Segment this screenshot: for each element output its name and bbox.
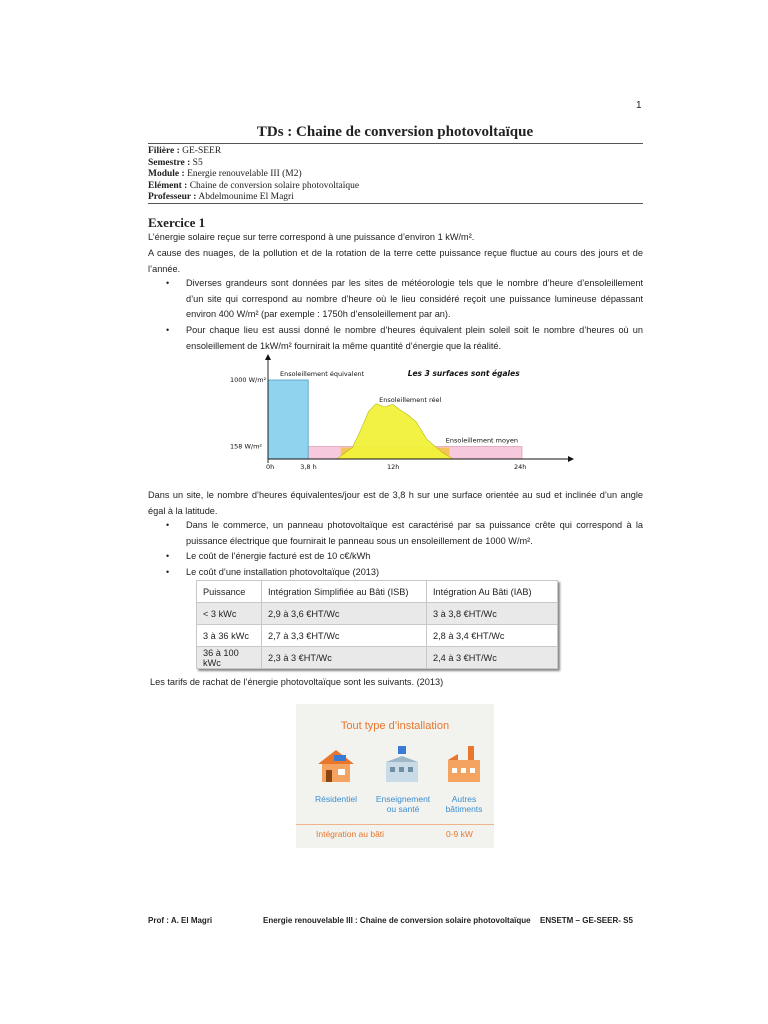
install-row-label: Intégration au bâti: [316, 829, 385, 839]
footer-left: Prof : A. El Magri: [148, 916, 213, 925]
house-icon: [314, 742, 358, 786]
meta-label: Filière :: [148, 146, 180, 156]
y-tick-label: 158 W/m²: [230, 442, 263, 451]
x-tick-label: 0h: [266, 463, 275, 471]
intro-line-1: L’énergie solaire reçue sur terre correspond à une puissance d’environ 1 kW/m².: [148, 232, 475, 242]
course-meta: [148, 146, 359, 204]
bullet-sunshine-hours: Diverses grandeurs sont données par les sites de météorologie tels que le nombre d’heure d’ensoleillement d’un site qui correspond au nombre d’heure où le lieu considéré reçoit une puissance lumineuse dépassant environ 400 W/m² (par exemple : 1750h d’ensoleillement par an).: [186, 278, 643, 319]
x-tick-label: 24h: [514, 463, 527, 471]
series-label-average: Ensoleillement moyen: [445, 436, 518, 445]
y-axis-arrow: [265, 354, 271, 360]
chart-title: Les 3 surfaces sont égales: [407, 369, 520, 378]
paragraph-site: Dans un site, le nombre d’heures équivalentes/jour est de 3,8 h sur une surface orientée au sud et inclinée d’un angle égal à la latitude.: [148, 490, 643, 516]
meta-line: [148, 158, 359, 170]
meta-label: Elément :: [148, 180, 188, 191]
install-item-other: Autres bâtiments: [445, 794, 483, 814]
meta-value: Abdelmounime El Magri: [198, 192, 294, 203]
install-item-residential: Résidentiel: [314, 794, 358, 804]
x-axis-arrow: [568, 456, 574, 462]
table-cell: 2,7 à 3,3 €HT/Wc: [262, 625, 427, 647]
install-item-education: Enseignement ou santé: [375, 794, 431, 814]
paragraph-feed-in: Les tarifs de rachat de l’énergie photovoltaïque sont les suivants. (2013): [150, 677, 444, 687]
table-header-cell: Intégration Au Bâti (IAB): [427, 581, 558, 603]
install-heading: Tout type d’installation: [340, 720, 450, 732]
exercise-title: Exercice 1: [148, 215, 206, 230]
series-equivalent-area: [268, 380, 308, 459]
page-number: 1: [636, 100, 642, 111]
meta-value: GE-SEER: [182, 146, 222, 156]
x-tick-label: 12h: [387, 463, 400, 471]
meta-line: [148, 181, 359, 193]
installation-cost-table: [196, 580, 558, 669]
table-header-row: [197, 581, 558, 603]
table-cell: 2,4 à 3 €HT/Wc: [427, 647, 558, 669]
table-row: [197, 625, 558, 647]
table-row: [197, 647, 558, 669]
school-building-icon: [380, 742, 424, 786]
meta-label: Module :: [148, 169, 185, 180]
irradiance-chart: [222, 352, 582, 472]
series-label-equivalent: Ensoleillement équivalent: [280, 370, 365, 378]
bullet-energy-cost: Le coût de l’énergie facturé est de 10 c€/kWh: [186, 551, 371, 561]
table-cell: 3 à 3,8 €HT/Wc: [427, 603, 558, 625]
meta-value: S5: [192, 157, 203, 168]
intro-line-2: A cause des nuages, de la pollution et de la rotation de la terre cette puissance reçue fluctue au cours des jours et de l’année.: [148, 248, 643, 274]
table-cell: 2,9 à 3,6 €HT/Wc: [262, 603, 427, 625]
bullet-peak-power: Dans le commerce, un panneau photovoltaïque est caractérisé par sa puissance crête qui correspond à la puissance électrique que fournirait le panneau sous un ensoleillement de 1000 W/m².: [186, 520, 643, 546]
footer-right: ENSETM – GE-SEER- S5: [540, 916, 633, 925]
meta-label: Professeur :: [148, 192, 197, 203]
bullet-dot: •: [166, 520, 170, 530]
meta-value: Chaine de conversion solaire photovoltaïque: [189, 180, 360, 191]
bullet-dot: •: [166, 278, 170, 288]
meta-line: [148, 169, 359, 181]
footer-center: Energie renouvelable III : Chaine de conversion solaire photovoltaïque: [263, 916, 531, 925]
y-tick-label: 1000 W/m²: [230, 376, 267, 384]
table-header-cell: Puissance: [197, 581, 262, 603]
table-cell: 2,3 à 3 €HT/Wc: [262, 647, 427, 669]
bullet-equivalent-hours: Pour chaque lieu est aussi donné le nombre d’heures équivalent plein soleil soit le nombre d’heures où un ensoleillement de 1kW/m² fournirait la même quantité d’énergie que la réalité.: [186, 325, 643, 351]
installation-type-panel: [296, 704, 494, 848]
bullet-install-cost: Le coût d’une installation photovoltaïque (2013): [186, 567, 380, 577]
title-rule-top: [148, 143, 643, 144]
meta-rule-bottom: [148, 203, 643, 204]
table-cell: 3 à 36 kWc: [197, 625, 262, 647]
table-cell: 36 à 100 kWc: [197, 647, 262, 669]
meta-label: Semestre :: [148, 157, 191, 168]
install-row-value: 0-9 kW: [446, 829, 473, 839]
page-title: TDs : Chaine de conversion photovoltaïque: [256, 124, 534, 140]
table-cell: < 3 kWc: [197, 603, 262, 625]
factory-icon: [442, 742, 486, 786]
install-divider: [296, 824, 494, 825]
bullet-dot: •: [166, 567, 170, 577]
table-header-cell: Intégration Simplifiée au Bâti (ISB): [262, 581, 427, 603]
meta-value: Energie renouvelable III (M2): [187, 169, 302, 180]
x-tick-label: 3,8 h: [300, 463, 317, 471]
table-cell: 2,8 à 3,4 €HT/Wc: [427, 625, 558, 647]
bullet-dot: •: [166, 551, 170, 561]
bullet-dot: •: [166, 325, 170, 335]
series-real-area: [337, 404, 453, 459]
table-row: [197, 603, 558, 625]
meta-line: [148, 146, 359, 158]
series-label-real: Ensoleillement réel: [379, 396, 442, 405]
